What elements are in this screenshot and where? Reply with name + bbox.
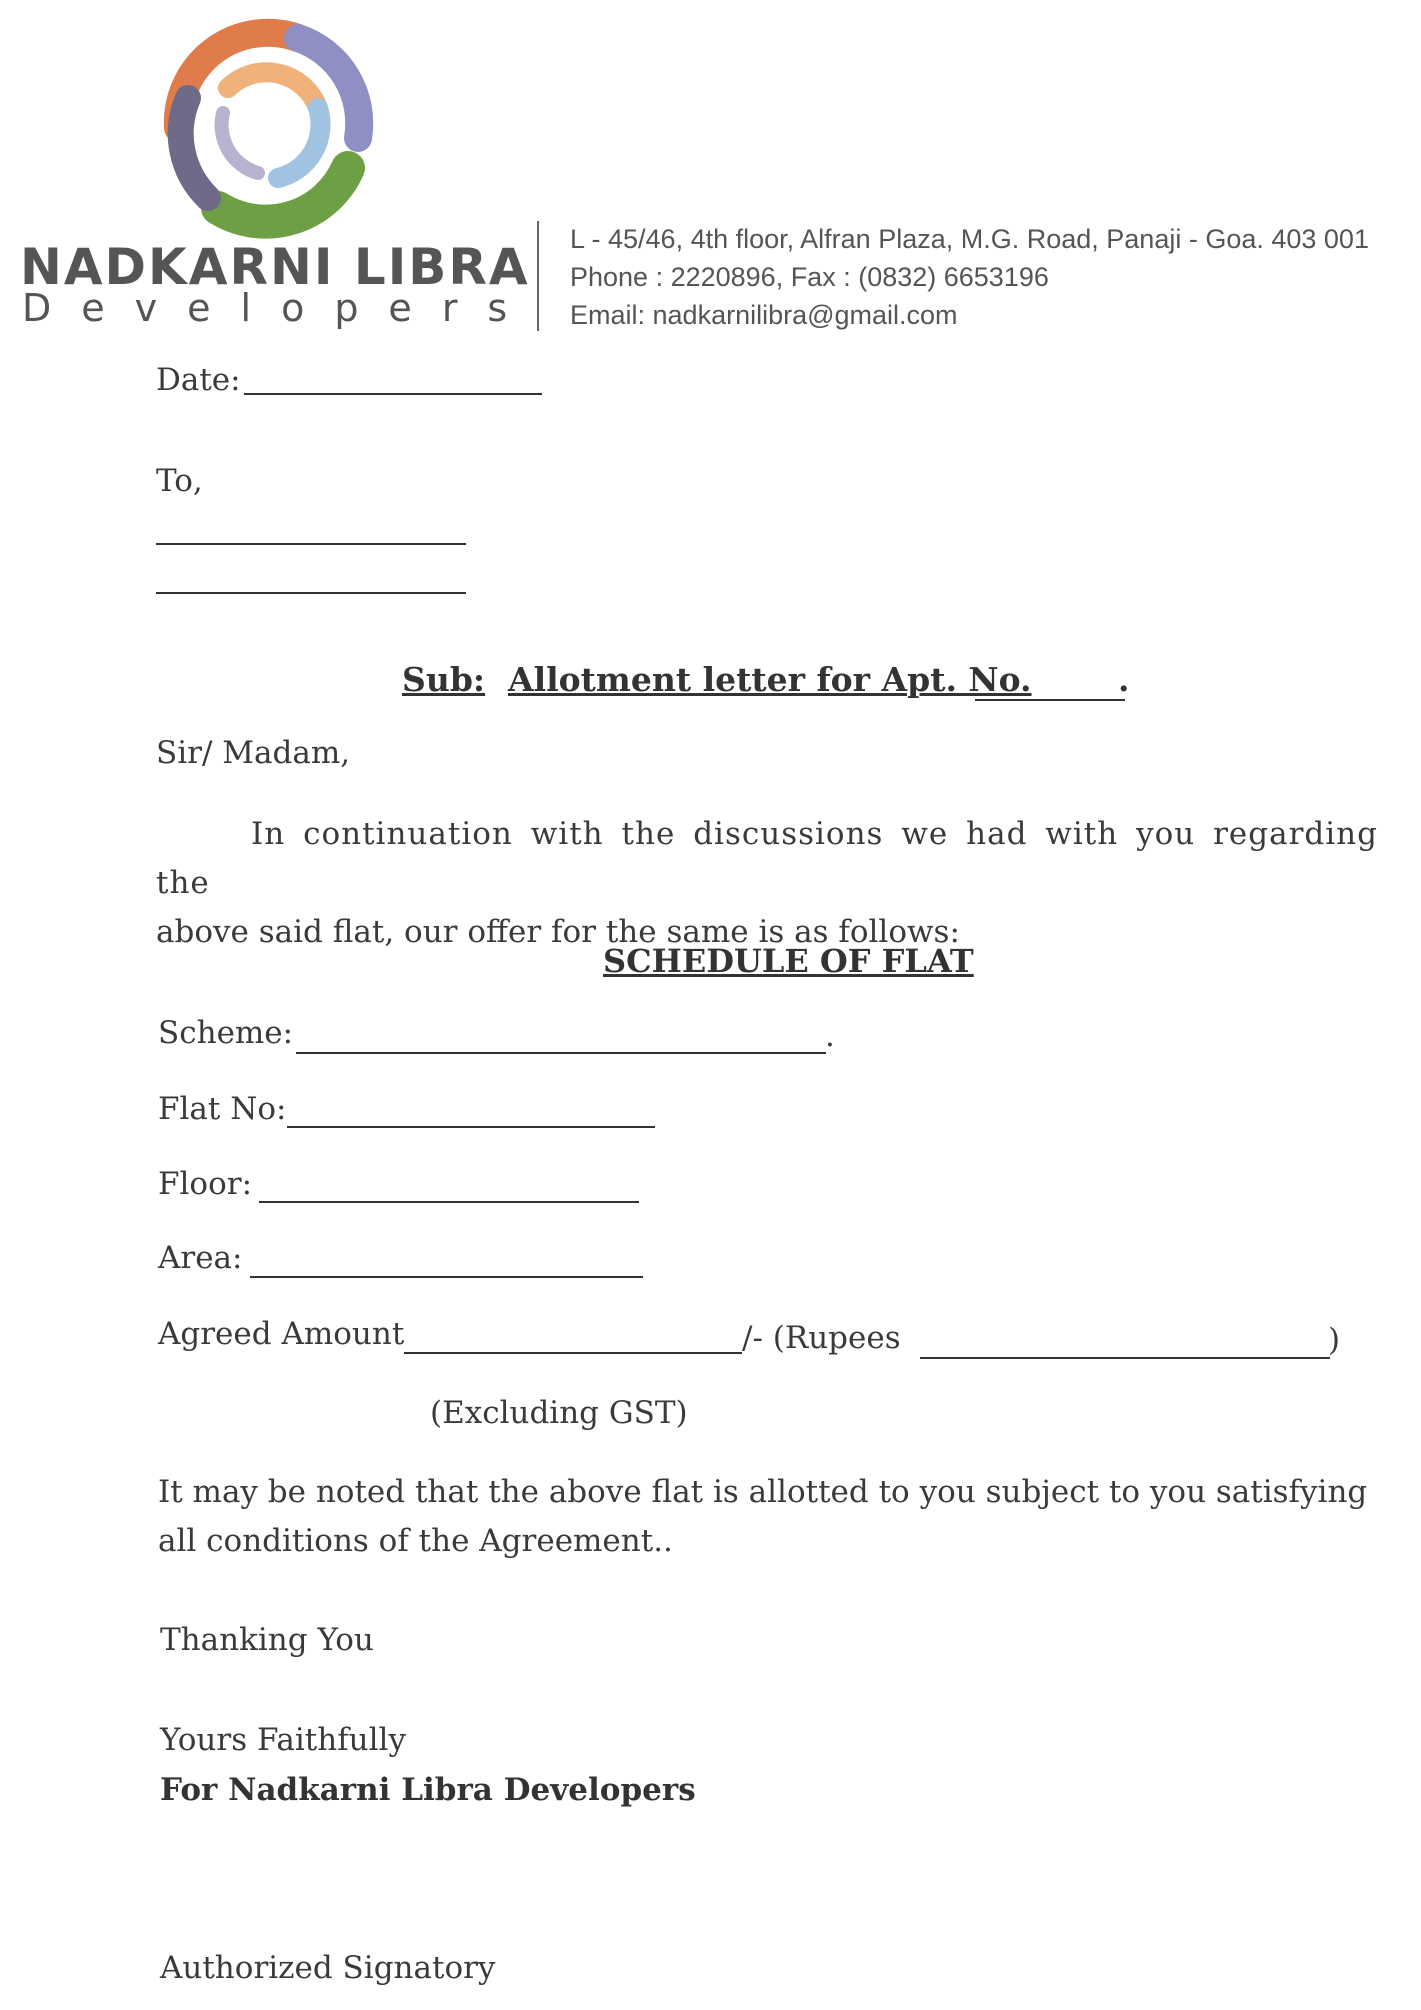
intro-line-1: In continuation with the discussions we had with you regarding the — [156, 816, 1378, 901]
scheme-label: Scheme: — [158, 1015, 294, 1051]
intro-line-2: above said flat, our offer for the same is as follows: — [156, 914, 960, 950]
area-label: Area: — [158, 1240, 243, 1276]
rupees-close: ) — [1328, 1322, 1341, 1358]
salutation: Sir/ Madam, — [156, 735, 351, 771]
floor-label: Floor: — [158, 1166, 253, 1202]
apt-no-blank — [975, 699, 1125, 701]
intro-paragraph — [156, 810, 1378, 957]
recipient-blank-2 — [156, 592, 466, 594]
date-blank — [244, 393, 542, 395]
rupees-label: /- (Rupees — [742, 1320, 901, 1356]
subject-end: . — [1118, 660, 1130, 699]
scheme-end: . — [825, 1018, 835, 1054]
recipient-blank-1 — [156, 543, 466, 545]
amount-blank — [404, 1352, 742, 1354]
to-label: To, — [156, 463, 203, 499]
floor-blank — [259, 1201, 639, 1203]
brand-name: NADKARNI LIBRA — [20, 238, 530, 296]
phone-fax-line: Phone : 2220896, Fax : (0832) 6653196 — [570, 262, 1049, 292]
subject-text: Allotment letter for Apt. No. — [508, 660, 1032, 699]
yours-faithfully: Yours Faithfully — [160, 1722, 406, 1758]
thanking-you: Thanking You — [160, 1622, 374, 1658]
gst-note: (Excluding GST) — [430, 1395, 688, 1431]
note-line-2: all conditions of the Agreement.. — [158, 1523, 673, 1559]
company-signoff: For Nadkarni Libra Developers — [160, 1772, 696, 1808]
authorized-signatory: Authorized Signatory — [160, 1950, 496, 1986]
rupees-in-words-blank — [920, 1357, 1330, 1359]
subject-label: Sub: — [402, 660, 486, 699]
note-line-1: It may be noted that the above flat is allotted to you subject to you satisfying — [158, 1474, 1368, 1510]
date-label: Date: — [156, 362, 241, 398]
header-divider — [537, 221, 539, 331]
agreed-amount-label: Agreed Amount — [158, 1316, 405, 1352]
flat-no-blank — [287, 1126, 655, 1128]
flat-no-label: Flat No: — [158, 1091, 287, 1127]
brand-subtitle: Developers — [22, 286, 538, 330]
company-logo — [148, 8, 384, 244]
address-line: L - 45/46, 4th floor, Alfran Plaza, M.G. Road, Panaji - Goa. 403 001 — [570, 224, 1369, 254]
note-paragraph — [158, 1468, 1378, 1566]
schedule-title: SCHEDULE OF FLAT — [603, 942, 974, 980]
scheme-blank — [296, 1052, 826, 1054]
area-blank — [250, 1276, 643, 1278]
email-line: Email: nadkarnilibra@gmail.com — [570, 300, 958, 330]
